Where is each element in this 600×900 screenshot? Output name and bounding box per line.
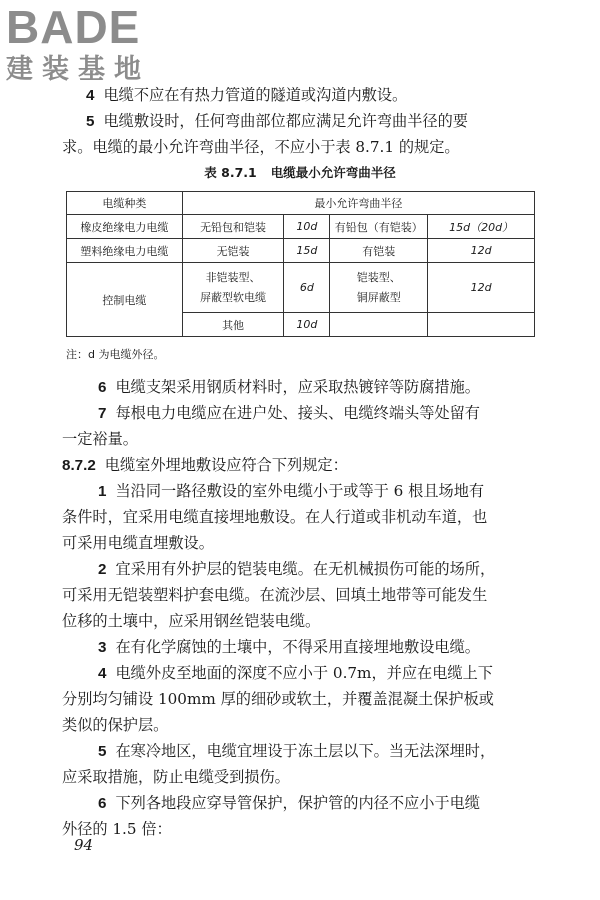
table-row: 橡皮绝缘电力电缆 无铅包和铠装 10d 有铅包（有铠装） 15d（20d）	[67, 215, 535, 239]
table-caption: 表 8.7.1 电缆最小允许弯曲半径	[204, 165, 396, 180]
paragraph-item-5-cont: 求。电缆的最小允许弯曲半径，不应小于表 8.7.1 的规定。	[62, 138, 460, 156]
page-number: 94	[74, 836, 94, 854]
section-8-7-2: 8.7.2 电缆室外埋地敷设应符合下列规定：	[62, 456, 348, 474]
paragraph-item-4: 4 电缆不应在有热力管道的隧道或沟道内敷设。	[86, 86, 408, 104]
list-item-5-cont: 应采取措施，防止电缆受到损伤。	[62, 768, 290, 786]
bade-logo	[6, 1, 176, 88]
paragraph-item-7: 7 每根电力电缆应在进户处、接头、电缆终端头等处留有	[98, 404, 480, 422]
table-note: 注：d 为电缆外径。	[66, 348, 165, 361]
list-item-4: 4 电缆外皮至地面的深度不应小于 0.7m，并应在电缆上下	[98, 664, 493, 682]
list-item-3: 3 在有化学腐蚀的土壤中，不得采用直接埋地敷设电缆。	[98, 638, 480, 656]
list-item-4-cont: 分别均匀铺设 100mm 厚的细砂或软土，并覆盖混凝土保护板或	[62, 690, 494, 708]
list-item-1-cont: 条件时，宜采用电缆直接埋地敷设。在人行道或非机动车道，也	[62, 508, 488, 526]
list-item-6: 6 下列各地段应穿导管保护，保护管的内径不应小于电缆	[98, 794, 480, 812]
list-item-2-cont: 位移的土壤中，应采用钢丝铠装电缆。	[62, 612, 321, 630]
table-row: 塑料绝缘电力电缆 无铠装 15d 有铠装 12d	[67, 239, 535, 263]
list-item-2-cont: 可采用无铠装塑料护套电缆。在流沙层、回填土地带等可能发生	[62, 586, 488, 604]
list-item-1-cont: 可采用电缆直埋敷设。	[62, 534, 214, 552]
list-item-6-cont: 外径的 1.5 倍：	[62, 820, 172, 838]
logo-subtitle: 建装基地	[6, 54, 150, 85]
table-header-row	[67, 192, 535, 215]
list-item-5: 5 在寒冷地区，电缆宜埋设于冻土层以下。当无法深埋时，	[98, 742, 496, 760]
list-item-1: 1 当沿同一路径敷设的室外电缆小于或等于 6 根且场地有	[98, 482, 485, 500]
table-row: 控制电缆 非铠装型、 屏蔽型软电缆 6d 铠装型、 铜屏蔽型 12d	[67, 263, 535, 313]
paragraph-item-6: 6 电缆支架采用钢质材料时，应采取热镀锌等防腐措施。	[98, 378, 480, 396]
list-item-2: 2 宜采用有外护层的铠装电缆。在无机械损伤可能的场所，	[98, 560, 496, 578]
logo-wordmark: BADE	[6, 1, 141, 53]
paragraph-item-7-cont: 一定裕量。	[62, 430, 138, 448]
table-row: 其他 10d	[67, 313, 535, 337]
header-min-radius: 最小允许弯曲半径	[182, 192, 534, 215]
list-item-4-cont: 类似的保护层。	[62, 716, 169, 734]
paragraph-item-5: 5 电缆敷设时，任何弯曲部位都应满足允许弯曲半径的要	[86, 112, 468, 130]
header-cable-type: 电缆种类	[67, 192, 183, 215]
bending-radius-table	[66, 191, 535, 337]
